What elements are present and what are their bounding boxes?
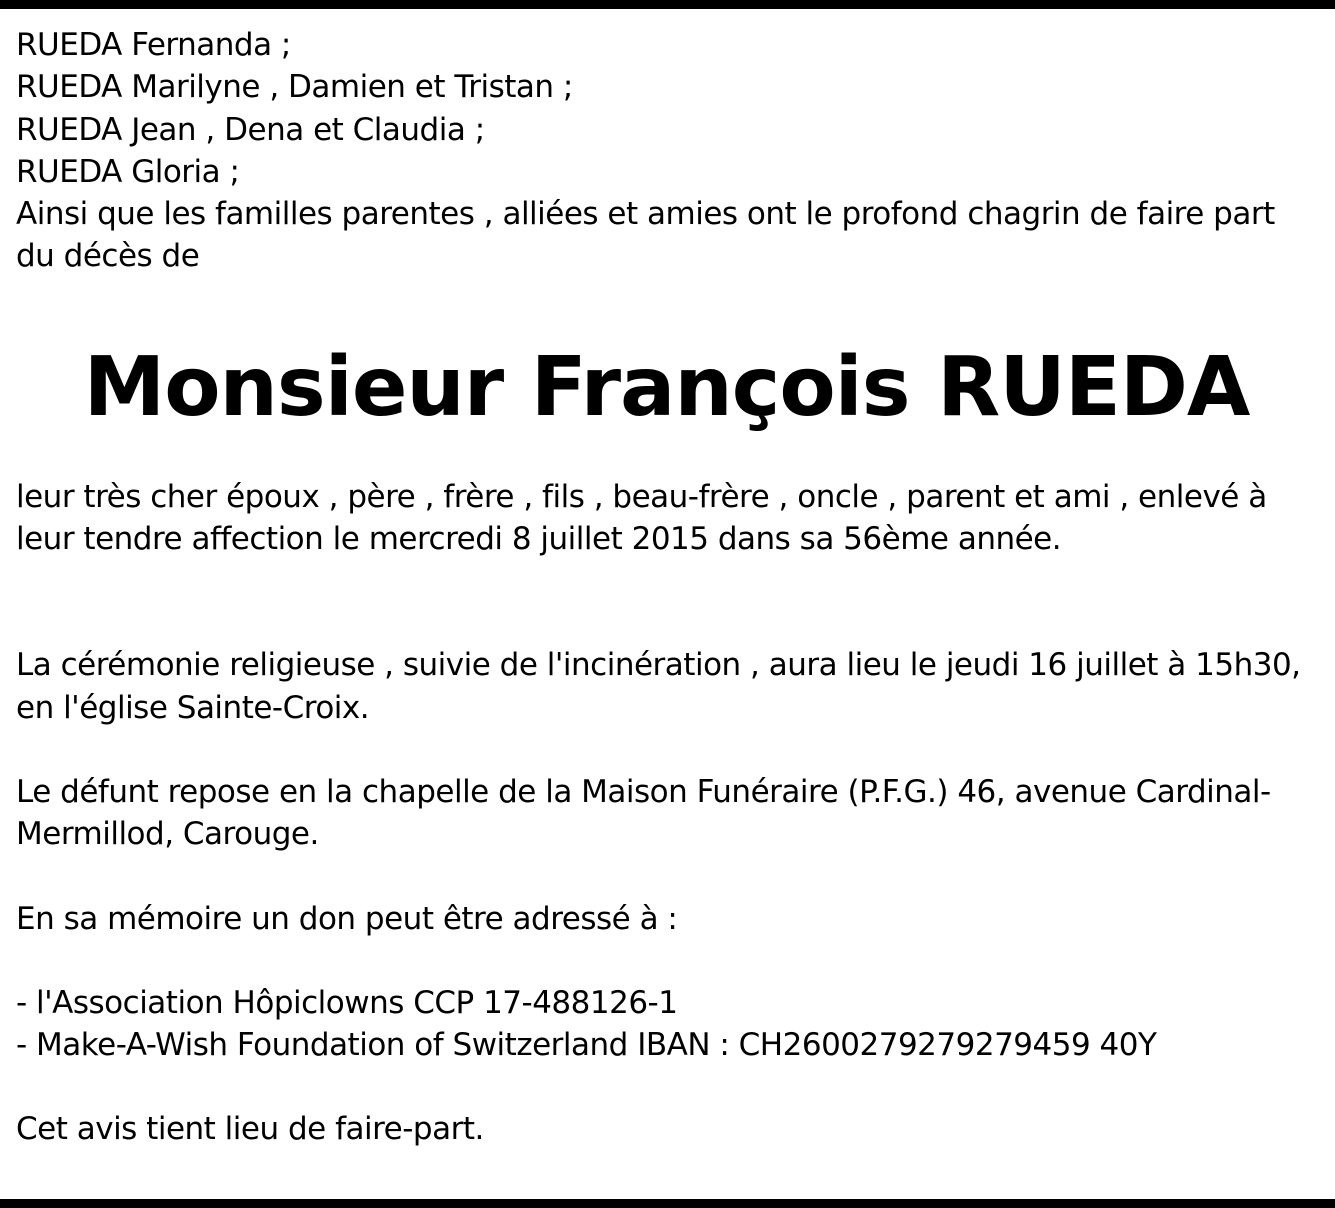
bottom-border: [0, 1199, 1335, 1208]
deceased-name: Monsieur François RUEDA: [83, 339, 1250, 435]
donation-item: - Make-A-Wish Foundation of Switzerland IBAN : CH2600279279279459 40Y: [16, 1027, 1157, 1064]
closing-note: Cet avis tient lieu de faire-part.: [16, 1111, 484, 1148]
family-member-line: RUEDA Gloria ;: [16, 153, 240, 190]
family-member-line: RUEDA Marilyne , Damien et Tristan ;: [16, 69, 573, 106]
top-border: [0, 0, 1335, 9]
deceased-description: leur très cher époux , père , frère , fils , beau-frère , oncle , parent et ami , enlevé à leur tendre affection le mercredi 8 juillet 2015 dans sa 56ème année.: [16, 478, 1267, 558]
donation-intro: En sa mémoire un don peut être adressé à :: [16, 900, 678, 937]
resting-place: Le défunt repose en la chapelle de la Maison Funéraire (P.F.G.) 46, avenue Cardinal-Mermillod, Carouge.: [16, 773, 1271, 853]
family-member-line: RUEDA Fernanda ;: [16, 27, 291, 63]
donation-list: [16, 982, 1321, 1067]
obituary-notice: [16, 24, 1321, 1151]
ceremony-details: La cérémonie religieuse , suivie de l'incinération , aura lieu le jeudi 16 juillet à 15h30, en l'église Sainte-Croix.: [16, 647, 1301, 726]
family-member-line: RUEDA Jean , Dena et Claudia ;: [16, 111, 485, 148]
announcement-intro: Ainsi que les familles parentes , alliées et amies ont le profond chagrin de faire part du décès de: [16, 196, 1275, 275]
donation-item: - l'Association Hôpiclowns CCP 17-488126-1: [16, 984, 678, 1021]
family-list: [16, 24, 1321, 278]
